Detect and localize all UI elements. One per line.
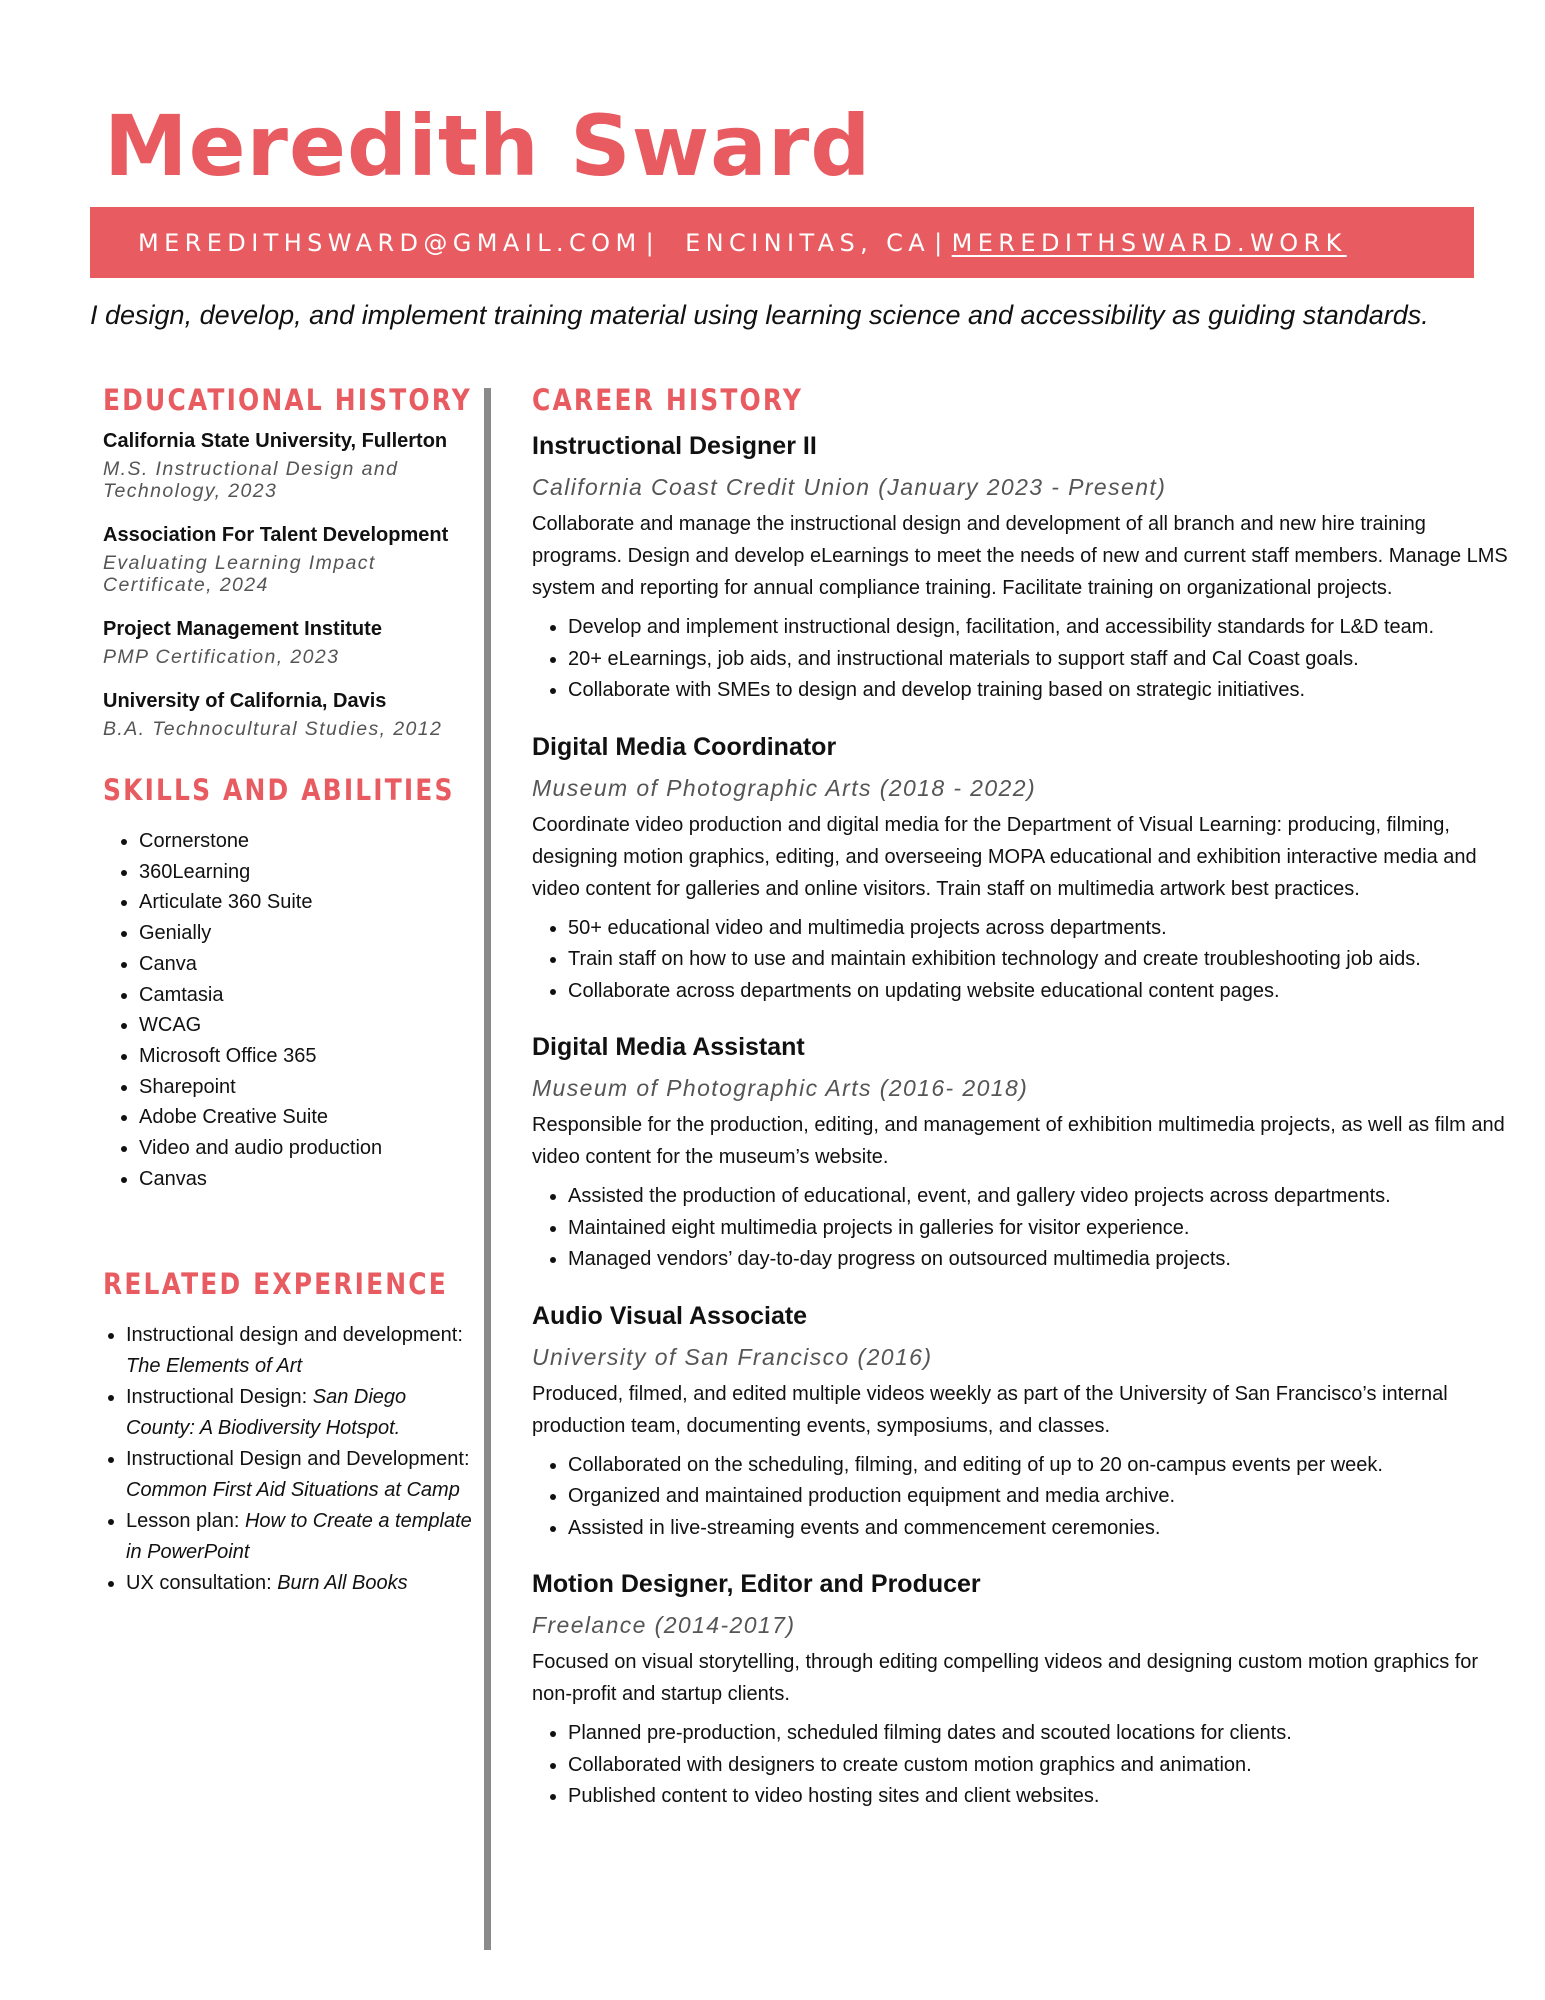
project-title: How to Create a template in PowerPoint [126, 1510, 472, 1564]
job-bullets [532, 1718, 1512, 1813]
skill-item: • Canva [139, 949, 473, 980]
job-organization: Freelance (2014-2017) [532, 1612, 796, 1638]
related-item: • UX consultation: Burn All Books [126, 1568, 473, 1599]
job-bullet: • 50+ educational video and multimedia projects across departments. [568, 913, 1512, 945]
email-text: MEREDITHSWARD@GMAIL.COM [138, 228, 642, 257]
skill-item: • 360Learning [139, 857, 473, 888]
job-bullet: • 20+ eLearnings, job aids, and instructional materials to support staff and Cal Coast goals. [568, 644, 1512, 676]
degree-detail: PMP Certification, 2023 [103, 646, 340, 668]
skill-item: • Sharepoint [139, 1072, 473, 1103]
job-description: Focused on visual storytelling, through editing compelling videos and designing custom motion graphics for non-profit and startup clients. [532, 1651, 1479, 1705]
degree-detail: Evaluating Learning Impact Certificate, 2024 [103, 552, 376, 596]
job-entry [532, 1029, 1512, 1276]
job-bullets [532, 612, 1512, 707]
job-organization: Museum of Photographic Arts (2016- 2018) [532, 1075, 1029, 1101]
school-name: California State University, Fullerton [103, 430, 448, 452]
job-entry [532, 1566, 1512, 1813]
job-description: Collaborate and manage the instructional design and development of all branch and new hire training programs. Design and develop eLearnings to meet the needs of new and current staff members. Manage LMS system and reporting for annual compliance training. Facilitate training on organizational projects. [532, 513, 1508, 599]
job-bullet: • Assisted the production of educational, event, and gallery video projects across departments. [568, 1181, 1512, 1213]
education-entry [103, 426, 473, 502]
project-title: Common First Aid Situations at Camp [126, 1479, 460, 1502]
skill-item: • Cornerstone [139, 826, 473, 857]
related-item: • Instructional Design: San Diego County: A Biodiversity Hotspot. [126, 1382, 473, 1444]
job-bullet: • Managed vendors’ day-to-day progress on outsourced multimedia projects. [568, 1244, 1512, 1276]
job-bullet: • Collaborated on the scheduling, filming, and editing of up to 20 on-campus events per week. [568, 1450, 1512, 1482]
contact-banner [90, 207, 1474, 278]
job-bullet: • Planned pre-production, scheduled filming dates and scouted locations for clients. [568, 1718, 1512, 1750]
education-entry [103, 686, 473, 740]
column-divider [484, 388, 491, 1950]
location-text: ENCINITAS, CA [685, 228, 931, 257]
degree-detail: B.A. Technocultural Studies, 2012 [103, 718, 443, 740]
job-bullets [532, 1450, 1512, 1545]
job-title: Digital Media Assistant [532, 1033, 805, 1061]
related-item: • Instructional Design and Development: Common First Aid Situations at Camp [126, 1444, 473, 1506]
school-name: Project Management Institute [103, 618, 382, 640]
skill-item: • Microsoft Office 365 [139, 1041, 473, 1072]
tagline: I design, develop, and implement training material using learning science and accessibility as guiding standards. [90, 300, 1429, 330]
career-list [532, 428, 1512, 1813]
job-bullets [532, 1181, 1512, 1276]
job-title: Digital Media Coordinator [532, 732, 837, 761]
related-heading: RELATED EXPERIENCE [103, 1267, 448, 1302]
website-link[interactable]: MEREDITHSWARD.WORK [951, 228, 1347, 257]
related-item: • Lesson plan: How to Create a template in PowerPoint [126, 1506, 473, 1568]
project-title: Burn All Books [277, 1572, 408, 1595]
skills-heading: SKILLS AND ABILITIES [103, 773, 455, 807]
skill-item: • WCAG [139, 1010, 473, 1041]
job-organization: Museum of Photographic Arts (2018 - 2022) [532, 774, 1037, 801]
job-bullet: • Maintained eight multimedia projects in galleries for visitor experience. [568, 1213, 1512, 1245]
resume-name: Meredith Sward [104, 97, 872, 195]
job-title: Instructional Designer II [532, 432, 817, 460]
job-organization: University of San Francisco (2016) [532, 1343, 933, 1370]
skill-item: • Adobe Creative Suite [139, 1102, 473, 1133]
job-organization: California Coast Credit Union (January 2023 - Present) [532, 474, 1167, 500]
job-entry [532, 1298, 1512, 1545]
job-bullet: • Develop and implement instructional design, facilitation, and accessibility standards for L&D team. [568, 612, 1512, 644]
education-entry [103, 614, 473, 668]
left-column [103, 378, 473, 1599]
education-list [103, 426, 473, 740]
job-description: Produced, filmed, and edited multiple videos weekly as part of the University of San Francisco’s internal production team, documenting events, symposiums, and classes. [532, 1382, 1448, 1437]
job-title: Motion Designer, Editor and Producer [532, 1570, 981, 1598]
career-heading: CAREER HISTORY [532, 383, 804, 417]
right-column [532, 378, 1512, 1835]
education-heading: EDUCATIONAL HISTORY [103, 383, 472, 417]
job-bullet: • Collaborate with SMEs to design and develop training based on strategic initiatives. [568, 675, 1512, 707]
skill-item: • Video and audio production [139, 1133, 473, 1164]
job-bullet: • Published content to video hosting sites and client websites. [568, 1781, 1512, 1813]
project-title: San Diego County: A Biodiversity Hotspot. [126, 1386, 407, 1440]
job-title: Audio Visual Associate [532, 1301, 808, 1330]
related-item: • Instructional design and development: The Elements of Art [126, 1320, 473, 1382]
job-bullet: • Organized and maintained production equipment and media archive. [568, 1481, 1512, 1513]
degree-detail: M.S. Instructional Design and Technology, 2023 [103, 458, 399, 502]
job-bullet: • Collaborate across departments on updating website educational content pages. [568, 976, 1512, 1008]
job-bullet: • Assisted in live-streaming events and commencement ceremonies. [568, 1513, 1512, 1545]
school-name: University of California, Davis [103, 690, 387, 712]
separator: | [645, 228, 660, 257]
education-entry [103, 520, 473, 596]
skill-item: • Canvas [139, 1164, 473, 1195]
job-description: Responsible for the production, editing, and management of exhibition multimedia projects, as well as film and video content for the museum’s website. [532, 1114, 1505, 1168]
related-list [103, 1320, 473, 1599]
job-bullet: • Collaborated with designers to create custom motion graphics and animation. [568, 1750, 1512, 1782]
skills-list [103, 826, 473, 1194]
job-bullets [532, 913, 1512, 1008]
skill-item: • Camtasia [139, 980, 473, 1011]
job-bullet: • Train staff on how to use and maintain exhibition technology and create troubleshooting job aids. [568, 944, 1512, 976]
school-name: Association For Talent Development [103, 524, 449, 546]
job-description: Coordinate video production and digital media for the Department of Visual Learning: producing, filming, designing motion graphics, editing, and overseeing MOPA educational and exhibition interactive media and video content for galleries and online visitors. Train staff on multimedia artwork best practices. [532, 813, 1477, 900]
separator: | [934, 228, 948, 257]
skill-item: • Genially [139, 918, 473, 949]
project-title: The Elements of Art [126, 1355, 302, 1378]
job-entry [532, 428, 1512, 707]
job-entry [532, 729, 1512, 1008]
skill-item: • Articulate 360 Suite [139, 887, 473, 918]
